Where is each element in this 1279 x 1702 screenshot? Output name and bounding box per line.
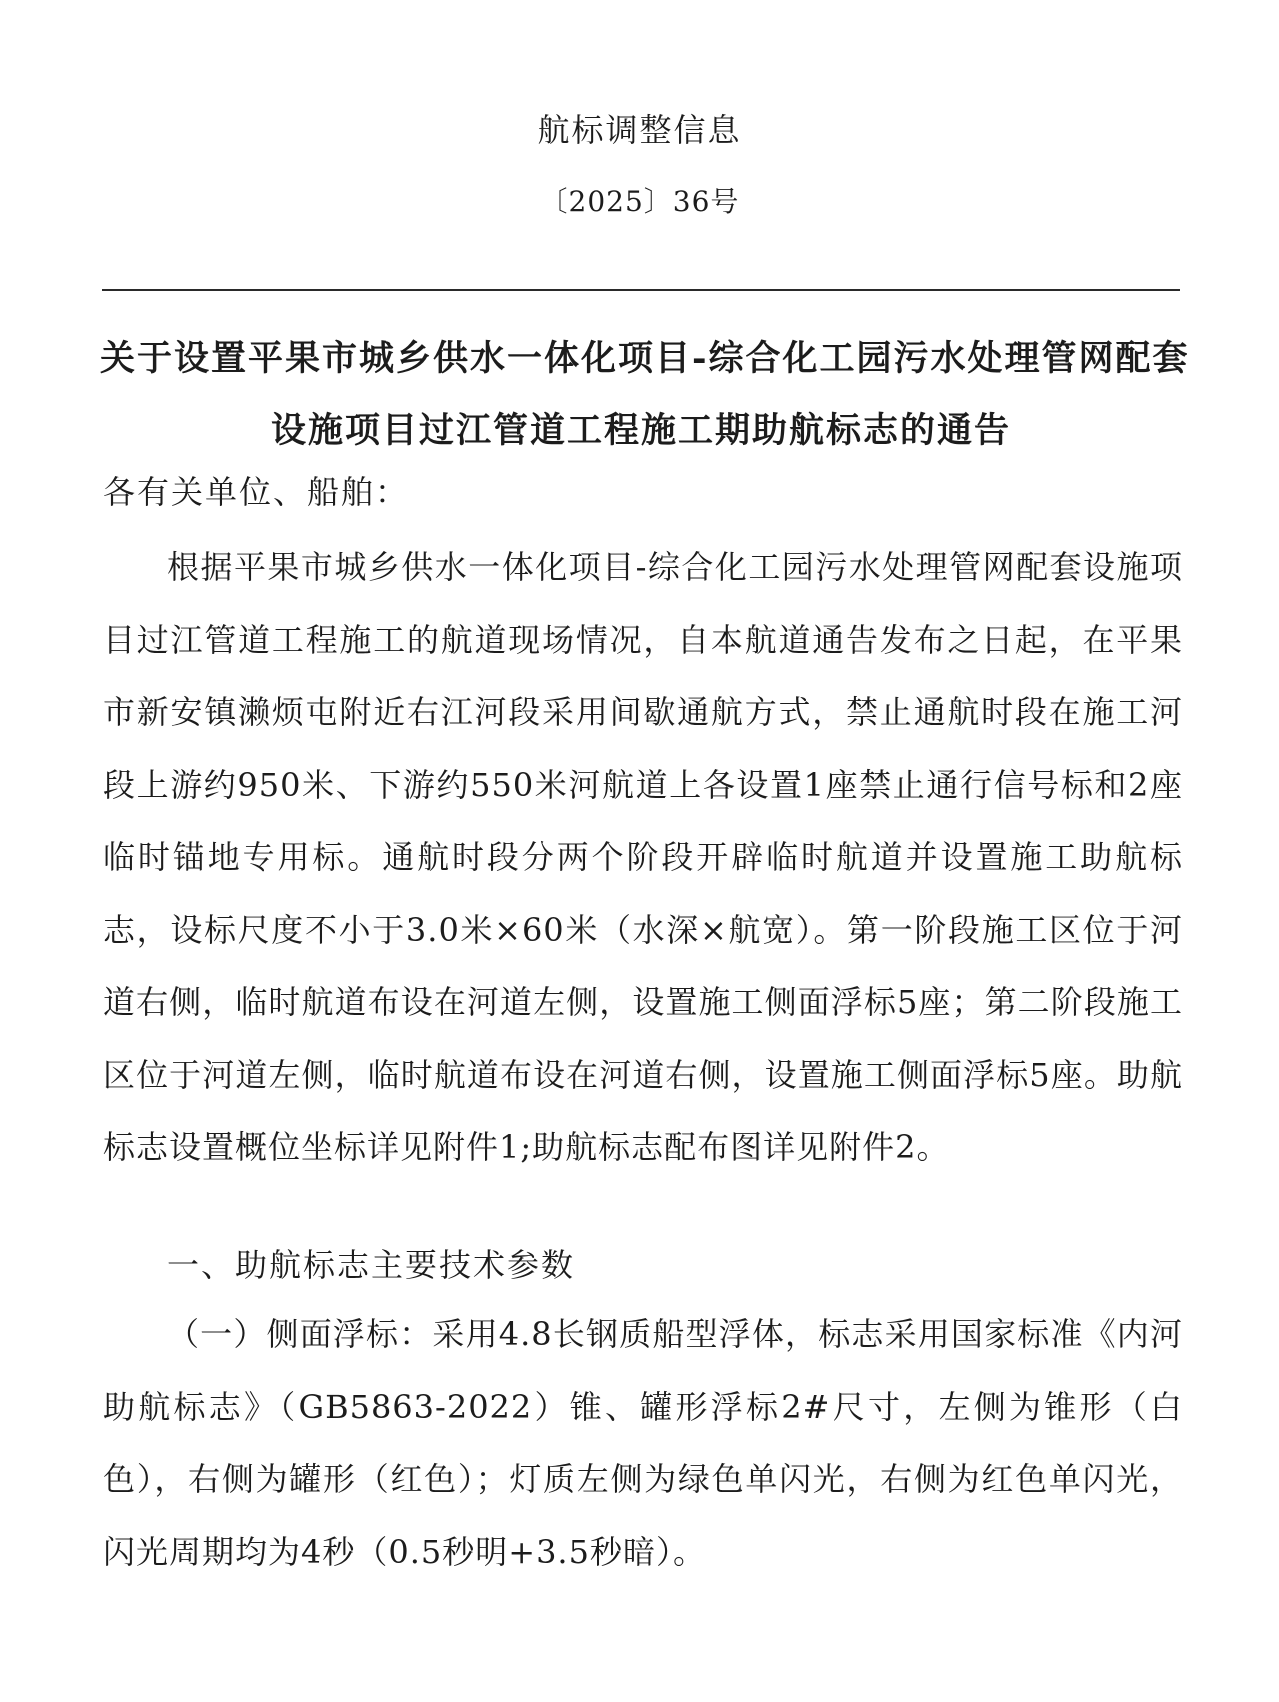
notice-title	[100, 323, 1190, 467]
notice-title-line-1: 关于设置平果市城乡供水一体化项目-综合化工园污水处理管网配套	[100, 338, 1190, 379]
body-text	[103, 531, 1183, 1184]
notice-title-line-2: 设施项目过江管道工程施工期助航标志的通告	[270, 410, 1011, 451]
body-paragraph-1: 根据平果市城乡供水一体化项目-综合化工园污水处理管网配套设施项目过江管道工程施工的航道现场情况，自本航道通告发布之日起，在平果市新安镇濑烦屯附近右江河段采用间歇通航方式，禁止通航时段在施工河段上游约950米、下游约550米河航道上各设置1座禁止通行信号标和2座临时锚地专用标。通航时段分两个阶段开辟临时航道并设置施工助航标志，设标尺度不小于3.0米×60米（水深×航宽）。第一阶段施工区位于河道右侧，临时航道布设在河道左侧，设置施工侧面浮标5座；第二阶段施工区位于河道左侧，临时航道布设在河道右侧，设置施工侧面浮标5座。助航标志设置概位坐标详见附件1;助航标志配布图详见附件2。	[103, 548, 1183, 1166]
section-1-content	[103, 1298, 1183, 1588]
section-1-item-1: （一）侧面浮标：采用4.8长钢质船型浮体，标志采用国家标准《内河助航标志》（GB5863-2022）锥、罐形浮标2#尺寸，左侧为锥形（白色），右侧为罐形（红色）；灯质左侧为绿色单闪光，右侧为红色单闪光，闪光周期均为4秒（0.5秒明+3.5秒暗）。	[103, 1315, 1183, 1571]
salutation: 各有关单位、船舶：	[103, 473, 410, 511]
section-heading-1: 一、助航标志主要技术参数	[167, 1246, 576, 1284]
document-header-title: 航标调整信息	[537, 111, 742, 149]
document-number: 〔2025〕36号	[539, 185, 740, 218]
header-divider	[102, 289, 1180, 291]
